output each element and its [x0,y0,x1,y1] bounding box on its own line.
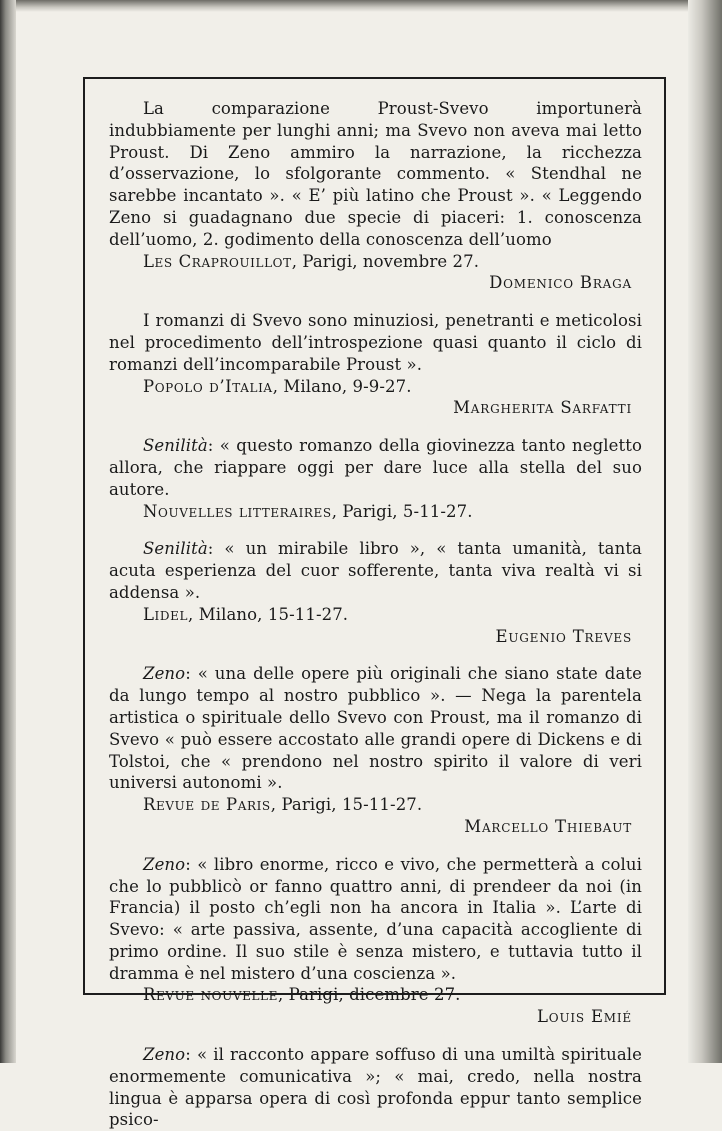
frame-right-rule [664,77,666,995]
review-source-name: Lidel [143,604,189,624]
review-title-word: Zeno [143,664,186,684]
review-source-line [109,984,642,1006]
review-body: : « il racconto appare soffuso di una umiltà spirituale enormemente comunicativa »; « mai, credo, nella nostra lingua è apparsa opera di così profonda eppur tanto semplice psico- [109,1045,642,1130]
review-text-emie [109,854,642,985]
page-right-edge-shadow [688,0,722,1063]
review-body: : « un mirabile libro », « tanta umanità, tanta acuta esperienza del cuor sofferente, tanta viva realtà vi si addensa ». [109,539,642,602]
review-source-line [109,376,642,398]
review-body: : « una delle opere più originali che siano state date da lungo tempo al nostro pubblico ». — Nega la parentela artistica o spirituale dello Svevo con Proust, ma il romanzo di Svevo « può essere accostato alle grandi opere di Dickens e di Tolstoi, che « prendono nel nostro spirito il valore di veri universi autonomi ». [109,664,642,793]
review-text-sarfatti: I romanzi di Svevo sono minuziosi, penetranti e meticolosi nel procedimento dell’introspezione quasi quanto il ciclo di romanzi dell’incomparabile Proust ». [109,311,642,374]
review-text-treves [109,538,642,603]
frame-top-rule [83,77,666,79]
review-source-place-date: , Milano, 9-9-27. [272,376,412,396]
review-source-name: Les Craprouillot [143,251,292,271]
review-source-line [109,794,642,816]
frame-left-rule [83,77,85,995]
review-source-place-date: , Parigi, 15-11-27. [270,795,423,815]
review-text-thiebaut [109,663,642,794]
review-source-place-date: , Milano, 15-11-27. [188,604,349,624]
review-title-word: Zeno [143,854,186,874]
review-text-braga: La comparazione Proust-Svevo importunerà indubbiamente per lunghi anni; ma Svevo non aveva mai letto Proust. Di Zeno ammiro la narrazione, la ricchezza d’osservazione, lo sfolgorante commento. « Stendhal ne sarebbe incantato ». « E’ più latino che Proust ». « Leggendo Zeno si guadagnano due specie di piaceri: 1. conoscenza dell’uomo, 2. godimento della conoscenza dell’uomo [109,99,642,249]
review-text-nouvelles [109,435,642,500]
page-left-binding-shadow [0,0,16,1063]
review-source-name: Nouvelles litteraires [143,501,332,521]
review-title-word: Senilità [143,436,208,456]
review-source-place-date: , Parigi, novembre 27. [291,251,480,271]
review-text-continued [109,1044,642,1131]
review-body: : « libro enorme, ricco e vivo, che permetterà a colui che lo pubblicò or fanno quattro anni, di prendeer da noi (in Francia) il posto ch’egli non ha ancora in Italia ». L’arte di Svevo: « arte passiva, assente, d’una capacità accogliente di primo ordine. Il suo stile è senza mistero, e tuttavia tutto il dramma è nel mistero d’una coscienza ». [109,854,642,983]
review-author: Eugenio Treves [495,626,632,646]
review-title-word: Zeno [143,1045,186,1065]
reviews-text-block [109,98,642,1131]
review-source-line [109,251,642,273]
review-body: : « questo romanzo della giovinezza tanto negletto allora, che riappare oggi per dare luce alla stella del suo autore. [109,436,642,499]
review-author: Louis Emié [537,1007,632,1027]
review-source-place-date: , Parigi, dicembre 27. [277,985,461,1005]
review-source-name: Popolo d’Italia [143,376,273,396]
review-source-line [109,501,642,523]
review-source-place-date: , Parigi, 5-11-27. [331,501,473,521]
review-source-name: Revue de Paris [143,795,271,815]
review-author: Marcello Thiebaut [464,816,632,836]
review-source-line [109,604,642,626]
review-author: Margherita Sarfatti [453,398,632,418]
page-top-shadow [0,0,722,12]
review-author: Domenico Braga [489,273,632,293]
review-title-word: Senilità [143,539,208,559]
review-source-name: Revue nouvelle [143,985,278,1005]
